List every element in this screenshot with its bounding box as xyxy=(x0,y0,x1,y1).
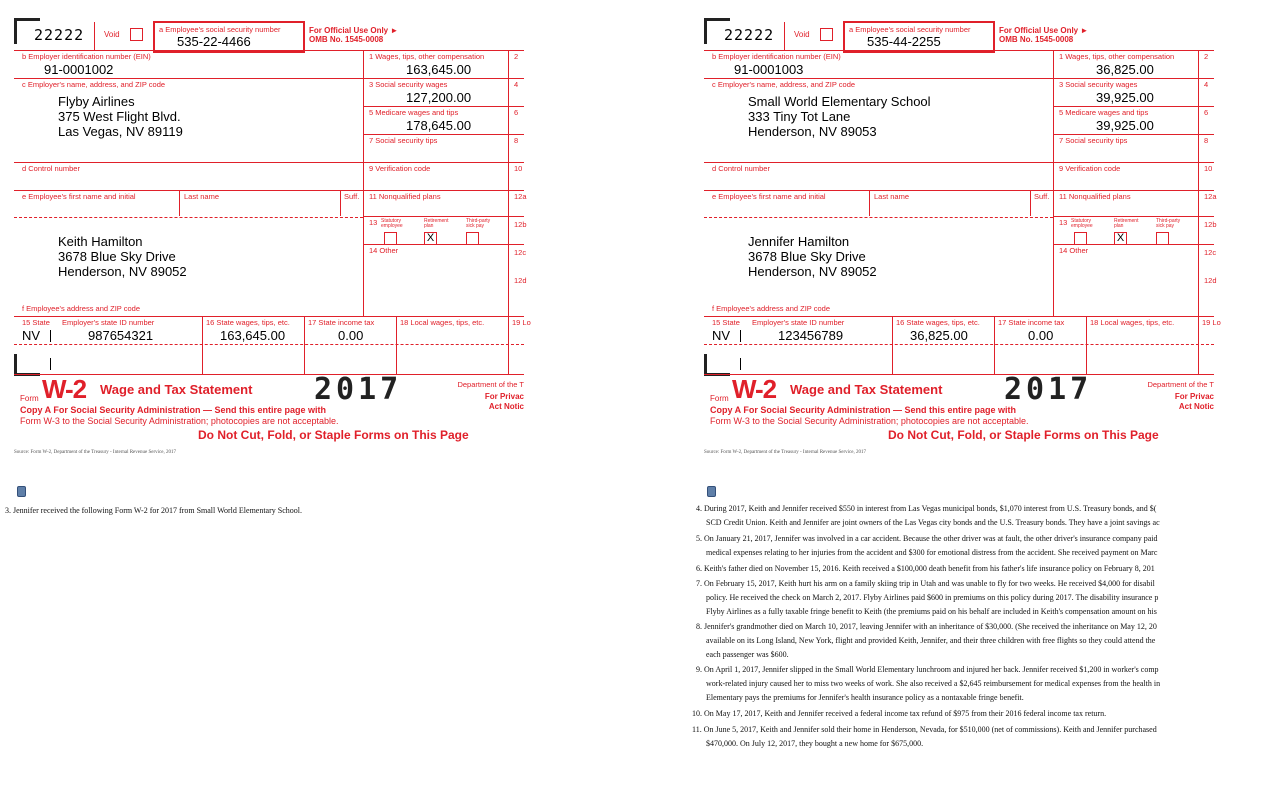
thirdparty-label: Third-party sick pay xyxy=(466,218,491,229)
state-value: NV xyxy=(22,328,41,343)
retirement-checkbox[interactable]: X xyxy=(1114,232,1127,245)
box1-value: 36,825.00 xyxy=(1096,62,1154,77)
w2-form-jennifer xyxy=(704,18,1280,448)
box7-label: 7 Social security tips xyxy=(1059,136,1128,145)
do-not-cut: Do Not Cut, Fold, or Staple Forms on This Page xyxy=(888,428,1159,442)
employer-city: Henderson, NV 89053 xyxy=(748,124,877,139)
box2-label: 2 xyxy=(1204,52,1209,61)
state-value: NV xyxy=(712,328,731,343)
statutory-label: Statutory employee xyxy=(1071,218,1093,229)
employer-name: Flyby Airlines xyxy=(58,94,135,109)
box17-value: 0.00 xyxy=(338,328,364,343)
box19-label: 19 Lo xyxy=(512,318,531,327)
question-line: 6. Keith's father died on November 15, 2016. Keith received a $100,000 death benefit from his father's life insurance policy on February 8, 201 xyxy=(696,564,1155,573)
question-line: 11. On June 5, 2017, Keith and Jennifer sold their home in Henderson, Nevada, for $510,000 (net of commissions). Keith and Jennifer purchased xyxy=(692,725,1157,734)
box3-label: 3 Social security wages xyxy=(369,80,448,89)
question-line: Elementary pays the premiums for Jennifer's health insurance policy as a nontaxable fringe benefit. xyxy=(706,693,1024,702)
void-checkbox[interactable] xyxy=(130,28,143,41)
act-notice-label: Act Notic xyxy=(488,402,524,411)
pin-icon[interactable] xyxy=(17,486,26,497)
state-id-value: 123456789 xyxy=(778,328,844,343)
question-line: Flyby Airlines as a fully taxable fringe benefit to Keith (the premiums paid on his behalf are included in Keith's compensation amount on his xyxy=(706,607,1157,616)
do-not-cut: Do Not Cut, Fold, or Staple Forms on This Page xyxy=(198,428,469,442)
box14-label: 14 Other xyxy=(1059,246,1089,255)
retirement-label: Retirement plan xyxy=(1114,218,1139,229)
box2-label: 2 xyxy=(514,52,519,61)
employer-street: 333 Tiny Tot Lane xyxy=(748,109,851,124)
thirdparty-label: Third-party sick pay xyxy=(1156,218,1181,229)
right-page xyxy=(690,0,1280,800)
box5-value: 178,645.00 xyxy=(406,118,472,133)
box12c-label: 12c xyxy=(1204,248,1217,257)
employee-city: Henderson, NV 89052 xyxy=(748,264,877,279)
act-notice-label: Act Notic xyxy=(1178,402,1214,411)
state-id-label: Employer's state ID number xyxy=(752,318,845,327)
void-checkbox[interactable] xyxy=(820,28,833,41)
employer-city: Las Vegas, NV 89119 xyxy=(58,124,183,139)
ein-label: b Employer identification number (EIN) xyxy=(712,52,841,61)
retirement-label: Retirement plan xyxy=(424,218,449,229)
box4-label: 4 xyxy=(514,80,519,89)
box16-value: 36,825.00 xyxy=(910,328,968,343)
box16-value: 163,645.00 xyxy=(220,328,286,343)
employee-name: Keith Hamilton xyxy=(58,234,143,249)
box15-label: 15 State xyxy=(22,318,50,327)
box17-label: 17 State income tax xyxy=(998,318,1065,327)
employee-city: Henderson, NV 89052 xyxy=(58,264,187,279)
box11-label: 11 Nonqualified plans xyxy=(369,192,441,201)
omb-number: OMB No. 1545-0008 xyxy=(309,35,384,44)
ein-label: b Employer identification number (EIN) xyxy=(22,52,151,61)
box16-label: 16 State wages, tips, etc. xyxy=(896,318,980,327)
box18-label: 18 Local wages, tips, etc. xyxy=(400,318,485,327)
box13-label: 13 xyxy=(369,218,378,227)
wage-tax-statement: Wage and Tax Statement xyxy=(790,382,943,397)
void-label: Void xyxy=(104,30,120,39)
dept-treasury: Department of the T xyxy=(457,380,524,389)
box17-value: 0.00 xyxy=(1028,328,1054,343)
question-line: $470,000. On July 12, 2017, they bought a new home for $675,000. xyxy=(706,739,924,748)
question-line: each passenger was $600. xyxy=(706,650,789,659)
w2-form-keith xyxy=(14,18,634,448)
ssn-label: a Employee's social security number xyxy=(159,25,281,34)
question-line: 4. During 2017, Keith and Jennifer received $550 in interest from Las Vegas municipal bonds, $1,070 interest from U.S. Treasury bonds, and $( xyxy=(696,504,1157,513)
employee-address-label: f Employee's address and ZIP code xyxy=(22,304,141,313)
box12d-label: 12d xyxy=(514,276,527,285)
suffix-label: Suff. xyxy=(344,192,360,201)
official-use-label: For Official Use Only ► xyxy=(309,26,399,35)
box3-value: 127,200.00 xyxy=(406,90,472,105)
state-id-label: Employer's state ID number xyxy=(62,318,155,327)
copy-a-line1: Copy A For Social Security Administration — Send this entire page with xyxy=(710,405,1017,415)
box7-label: 7 Social security tips xyxy=(369,136,438,145)
question-line: policy. He received the check on March 2, 2017. Flyby Airlines paid $600 in premiums on this policy during 2017. The disability insurance p xyxy=(706,593,1159,602)
box1-label: 1 Wages, tips, other compensation xyxy=(1059,52,1175,61)
box3-value: 39,925.00 xyxy=(1096,90,1154,105)
suffix-label: Suff. xyxy=(1034,192,1050,201)
copy-a-line2: Form W-3 to the Social Security Administration; photocopies are not acceptable. xyxy=(710,416,1029,426)
ein-value: 91-0001003 xyxy=(734,62,804,77)
box8-label: 8 xyxy=(1204,136,1209,145)
form-word: Form xyxy=(710,394,729,403)
source-note: Source: Form W-2, Department of the Treasury - Internal Revenue Service, 2017 xyxy=(14,450,176,455)
box18-label: 18 Local wages, tips, etc. xyxy=(1090,318,1175,327)
control-number-label: d Control number xyxy=(22,164,80,173)
box1-label: 1 Wages, tips, other compensation xyxy=(369,52,485,61)
copy-a-line2: Form W-3 to the Social Security Administration; photocopies are not acceptable. xyxy=(20,416,339,426)
privacy-label: For Privac xyxy=(484,392,524,401)
box5-value: 39,925.00 xyxy=(1096,118,1154,133)
box8-label: 8 xyxy=(514,136,519,145)
question-line: 5. On January 21, 2017, Jennifer was involved in a car accident. Because the other driver was at fault, the other driver's insurance company paid xyxy=(696,534,1158,543)
ssn-label: a Employee's social security number xyxy=(849,25,971,34)
control-number-label: d Control number xyxy=(712,164,770,173)
question-line: 8. Jennifer's grandmother died on March 10, 2017, leaving Jennifer with an inheritance of $30,000. (She received the inheritance on May 12, 20 xyxy=(696,622,1157,631)
employee-first-label: e Employee's first name and initial xyxy=(712,192,826,201)
employee-street: 3678 Blue Sky Drive xyxy=(748,249,866,264)
w2-title: W-2 xyxy=(732,374,777,404)
employee-name: Jennifer Hamilton xyxy=(748,234,850,249)
box16-label: 16 State wages, tips, etc. xyxy=(206,318,290,327)
question-line: available on its Long Island, New York, flight and provided Keith, Jennifer, and their three children with free flights so they could attend the xyxy=(706,636,1156,645)
tax-year: 2017 xyxy=(314,372,403,407)
box12c-label: 12c xyxy=(514,248,527,257)
box6-label: 6 xyxy=(514,108,519,117)
box10-label: 10 xyxy=(514,164,523,173)
control-code: 22222 xyxy=(34,26,85,44)
tax-year: 2017 xyxy=(1004,372,1093,407)
box12a-label: 12a xyxy=(1204,192,1217,201)
question-line: 9. On April 1, 2017, Jennifer slipped in the Small World Elementary lunchroom and injured her back. Jennifer received $1,200 in worker's comp xyxy=(696,665,1159,674)
dept-treasury: Department of the T xyxy=(1147,380,1214,389)
statutory-label: Statutory employee xyxy=(381,218,403,229)
source-note: Source: Form W-2, Department of the Treasury - Internal Revenue Service, 2017 xyxy=(704,450,866,455)
control-code: 22222 xyxy=(724,26,775,44)
void-label: Void xyxy=(794,30,810,39)
question-line: 10. On May 17, 2017, Keith and Jennifer received a federal income tax refund of $975 from their 2016 federal income tax return. xyxy=(692,709,1107,718)
wage-tax-statement: Wage and Tax Statement xyxy=(100,382,253,397)
ein-value: 91-0001002 xyxy=(44,62,114,77)
ssn-value: 535-22-4466 xyxy=(177,34,251,49)
box9-label: 9 Verification code xyxy=(1059,164,1121,173)
retirement-checkbox[interactable]: X xyxy=(424,232,437,245)
box12b-label: 12b xyxy=(514,220,527,229)
employee-last-label: Last name xyxy=(874,192,910,201)
official-use-label: For Official Use Only ► xyxy=(999,26,1089,35)
box15-label: 15 State xyxy=(712,318,740,327)
box1-value: 163,645.00 xyxy=(406,62,472,77)
privacy-label: For Privac xyxy=(1174,392,1214,401)
employer-name: Small World Elementary School xyxy=(748,94,931,109)
employee-first-label: e Employee's first name and initial xyxy=(22,192,136,201)
box14-label: 14 Other xyxy=(369,246,399,255)
question-line: medical expenses relating to her injuries from the accident and $300 for emotional distress from the accident. She received payment on Marc xyxy=(706,548,1158,557)
question-3: 3. Jennifer received the following Form W-2 for 2017 from Small World Elementary School. xyxy=(5,506,302,515)
box4-label: 4 xyxy=(1204,80,1209,89)
form-word: Form xyxy=(20,394,39,403)
box5-label: 5 Medicare wages and tips xyxy=(1059,108,1149,117)
employer-label: c Employer's name, address, and ZIP code xyxy=(22,80,166,89)
box12a-label: 12a xyxy=(514,192,527,201)
box3-label: 3 Social security wages xyxy=(1059,80,1138,89)
pin-icon[interactable] xyxy=(707,486,716,497)
employer-label: c Employer's name, address, and ZIP code xyxy=(712,80,856,89)
box19-label: 19 Lo xyxy=(1202,318,1221,327)
question-line: work-related injury caused her to miss two weeks of work. She also received a $2,645 reimbursement for medical expenses from the health in xyxy=(706,679,1161,688)
copy-a-line1: Copy A For Social Security Administration — Send this entire page with xyxy=(20,405,327,415)
question-line: SCD Credit Union. Keith and Jennifer are joint owners of the Las Vegas city bonds and the U.S. Treasury bonds. They have a joint savings ac xyxy=(706,518,1160,527)
box12d-label: 12d xyxy=(1204,276,1217,285)
box11-label: 11 Nonqualified plans xyxy=(1059,192,1131,201)
omb-number: OMB No. 1545-0008 xyxy=(999,35,1074,44)
box10-label: 10 xyxy=(1204,164,1213,173)
box13-label: 13 xyxy=(1059,218,1068,227)
employee-last-label: Last name xyxy=(184,192,220,201)
question-line: 7. On February 15, 2017, Keith hurt his arm on a family skiing trip in Utah and was unable to fly for two weeks. He received $4,000 for disabil xyxy=(696,579,1155,588)
employer-street: 375 West Flight Blvd. xyxy=(58,109,181,124)
w2-title: W-2 xyxy=(42,374,87,404)
box5-label: 5 Medicare wages and tips xyxy=(369,108,459,117)
state-id-value: 987654321 xyxy=(88,328,154,343)
employee-address-label: f Employee's address and ZIP code xyxy=(712,304,831,313)
box12b-label: 12b xyxy=(1204,220,1217,229)
box6-label: 6 xyxy=(1204,108,1209,117)
box17-label: 17 State income tax xyxy=(308,318,375,327)
box9-label: 9 Verification code xyxy=(369,164,431,173)
employee-street: 3678 Blue Sky Drive xyxy=(58,249,176,264)
ssn-value: 535-44-2255 xyxy=(867,34,941,49)
